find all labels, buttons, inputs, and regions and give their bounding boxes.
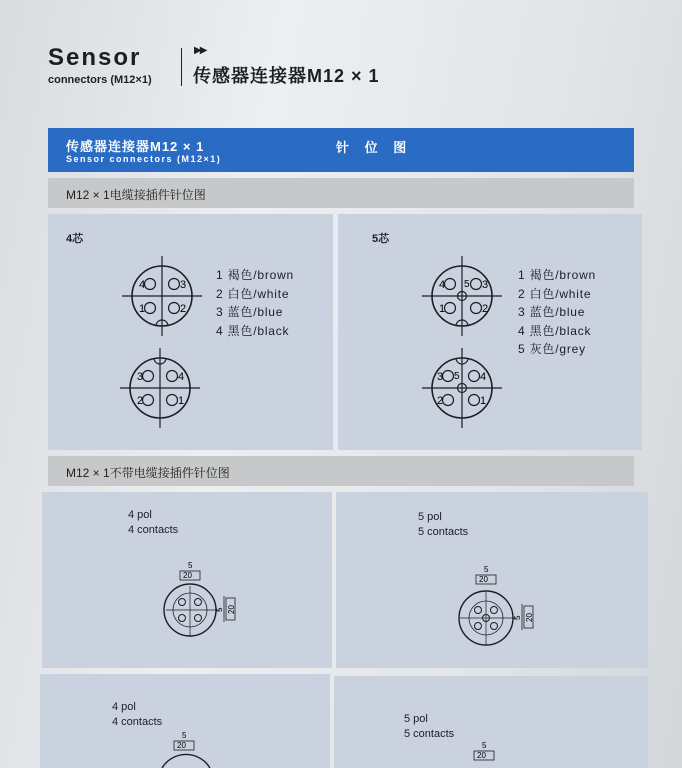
- pin-legend-5: [518, 266, 596, 359]
- pin-legend-item: 4 黑色/black: [518, 323, 592, 338]
- cell-5-pol-top: [336, 492, 648, 668]
- pin-2: [443, 395, 454, 406]
- pin-number: 5: [454, 371, 460, 382]
- pin-diagram-4-female: [118, 346, 202, 430]
- pin-number: 3: [137, 371, 144, 383]
- contacts-count: 4 contacts: [112, 716, 163, 728]
- dimension-label: 20: [177, 741, 186, 750]
- cell-4-core: [48, 214, 333, 450]
- pin-diagram-5-male: [420, 254, 504, 338]
- brand-subtitle: connectors (M12×1): [48, 74, 152, 86]
- pin-2: [143, 395, 154, 406]
- pin-number: 1: [178, 395, 185, 407]
- pin-hole: [179, 615, 186, 622]
- table-header: [48, 128, 634, 172]
- cell-5-core: [338, 214, 642, 450]
- socket-outline: [162, 754, 210, 768]
- socket-drawing-5: [454, 564, 554, 650]
- pol-count: 4 pol: [128, 509, 152, 521]
- pin-1: [167, 395, 178, 406]
- brand-divider: [181, 48, 182, 86]
- pin-legend-item: 4 黑色/black: [216, 323, 290, 338]
- socket-drawing-4: [158, 560, 248, 640]
- pin-diagram-5-female: [420, 346, 504, 430]
- contacts-count: 4 contacts: [128, 524, 179, 536]
- section-bar-no-cable: [48, 456, 634, 486]
- pin-2: [471, 303, 482, 314]
- dimension-label: 5: [182, 731, 187, 740]
- core-label: 5芯: [372, 233, 390, 245]
- pin-hole: [195, 599, 202, 606]
- pin-3: [169, 279, 180, 290]
- pin-legend-item: 2 白色/white: [518, 286, 592, 301]
- pin-number: 4: [178, 371, 185, 383]
- pin-number: 1: [139, 303, 146, 315]
- pin-3: [443, 371, 454, 382]
- pin-3: [471, 279, 482, 290]
- pin-number: 2: [180, 303, 187, 315]
- pol-label: [128, 508, 178, 538]
- dimension-label: 20: [477, 751, 486, 760]
- pol-count: 5 pol: [404, 713, 428, 725]
- contacts-count: 5 contacts: [418, 526, 469, 538]
- pin-legend-4: [216, 266, 294, 340]
- dimension-label: 5: [484, 565, 489, 574]
- cell-4-pol-top: [42, 492, 332, 668]
- pin-1: [445, 303, 456, 314]
- section-bar-cable: [48, 178, 634, 208]
- pin-number: 2: [482, 303, 489, 315]
- pin-3: [143, 371, 154, 382]
- section-title: M12 × 1电缆接插件针位图: [66, 188, 206, 202]
- pin-number: 2: [437, 395, 444, 407]
- pin-hole: [179, 599, 186, 606]
- double-arrow-icon: ▶▶: [194, 45, 206, 56]
- cell-4-pol-bottom: [40, 674, 330, 768]
- column-title: 针 位 图: [336, 140, 413, 155]
- dimension-label: 20: [525, 613, 534, 622]
- pin-legend-item: 1 褐色/brown: [518, 268, 597, 282]
- section-title: M12 × 1不带电缆接插件针位图: [66, 466, 230, 480]
- pin-4: [445, 279, 456, 290]
- pin-hole: [475, 623, 482, 630]
- pin-legend-item: 5 灰色/grey: [518, 342, 586, 356]
- pin-number: 3: [437, 371, 444, 383]
- pin-number: 4: [139, 279, 146, 291]
- pol-count: 4 pol: [112, 701, 136, 713]
- pin-number: 1: [480, 395, 487, 407]
- core-label: 4芯: [66, 233, 84, 245]
- contacts-count: 5 contacts: [404, 728, 455, 740]
- pol-label: [418, 510, 468, 540]
- pin-1: [145, 303, 156, 314]
- dimension-label: 20: [183, 571, 192, 580]
- pin-hole: [195, 615, 202, 622]
- pin-legend-item: 3 蓝色/blue: [216, 305, 284, 319]
- pin-4: [145, 279, 156, 290]
- pin-legend-item: 2 白色/white: [216, 286, 290, 301]
- pin-diagram-4-male: [120, 254, 204, 338]
- brand-title: Sensor: [48, 44, 142, 71]
- dimension-label: 5: [188, 561, 193, 570]
- dimension-label: 5: [482, 741, 487, 750]
- pin-legend-item: 1 褐色/brown: [216, 268, 295, 282]
- brand-title-cn: 传感器连接器M12 × 1: [193, 66, 380, 86]
- pin-2: [169, 303, 180, 314]
- pin-number: 4: [439, 279, 446, 291]
- dimension-label: 5: [215, 607, 224, 612]
- pin-number: 2: [137, 395, 144, 407]
- table-title-en: Sensor connectors (M12×1): [66, 154, 222, 164]
- brand-block: [48, 44, 152, 86]
- pin-number: 4: [480, 371, 487, 383]
- pin-legend-item: 3 蓝色/blue: [518, 305, 586, 319]
- pol-label: [404, 712, 454, 742]
- pin-number: 3: [482, 279, 489, 291]
- pin-number: 1: [439, 303, 446, 315]
- dimension-label: 5: [513, 615, 522, 620]
- pin-hole: [491, 623, 498, 630]
- pin-hole: [491, 607, 498, 614]
- dimension-label: 20: [479, 575, 488, 584]
- pin-number: 3: [180, 279, 187, 291]
- dimension-label: 20: [227, 605, 236, 614]
- pin-hole: [475, 607, 482, 614]
- cell-5-pol-bottom: [334, 676, 648, 768]
- socket-dimension-partial: [472, 740, 522, 768]
- socket-drawing-4-partial: [160, 730, 230, 768]
- pol-count: 5 pol: [418, 511, 442, 523]
- pin-4: [167, 371, 178, 382]
- pin-4: [469, 371, 480, 382]
- pin-1: [469, 395, 480, 406]
- pol-label: [112, 700, 162, 730]
- pin-number: 5: [464, 279, 470, 290]
- table-title-cn: 传感器连接器M12 × 1: [66, 139, 205, 154]
